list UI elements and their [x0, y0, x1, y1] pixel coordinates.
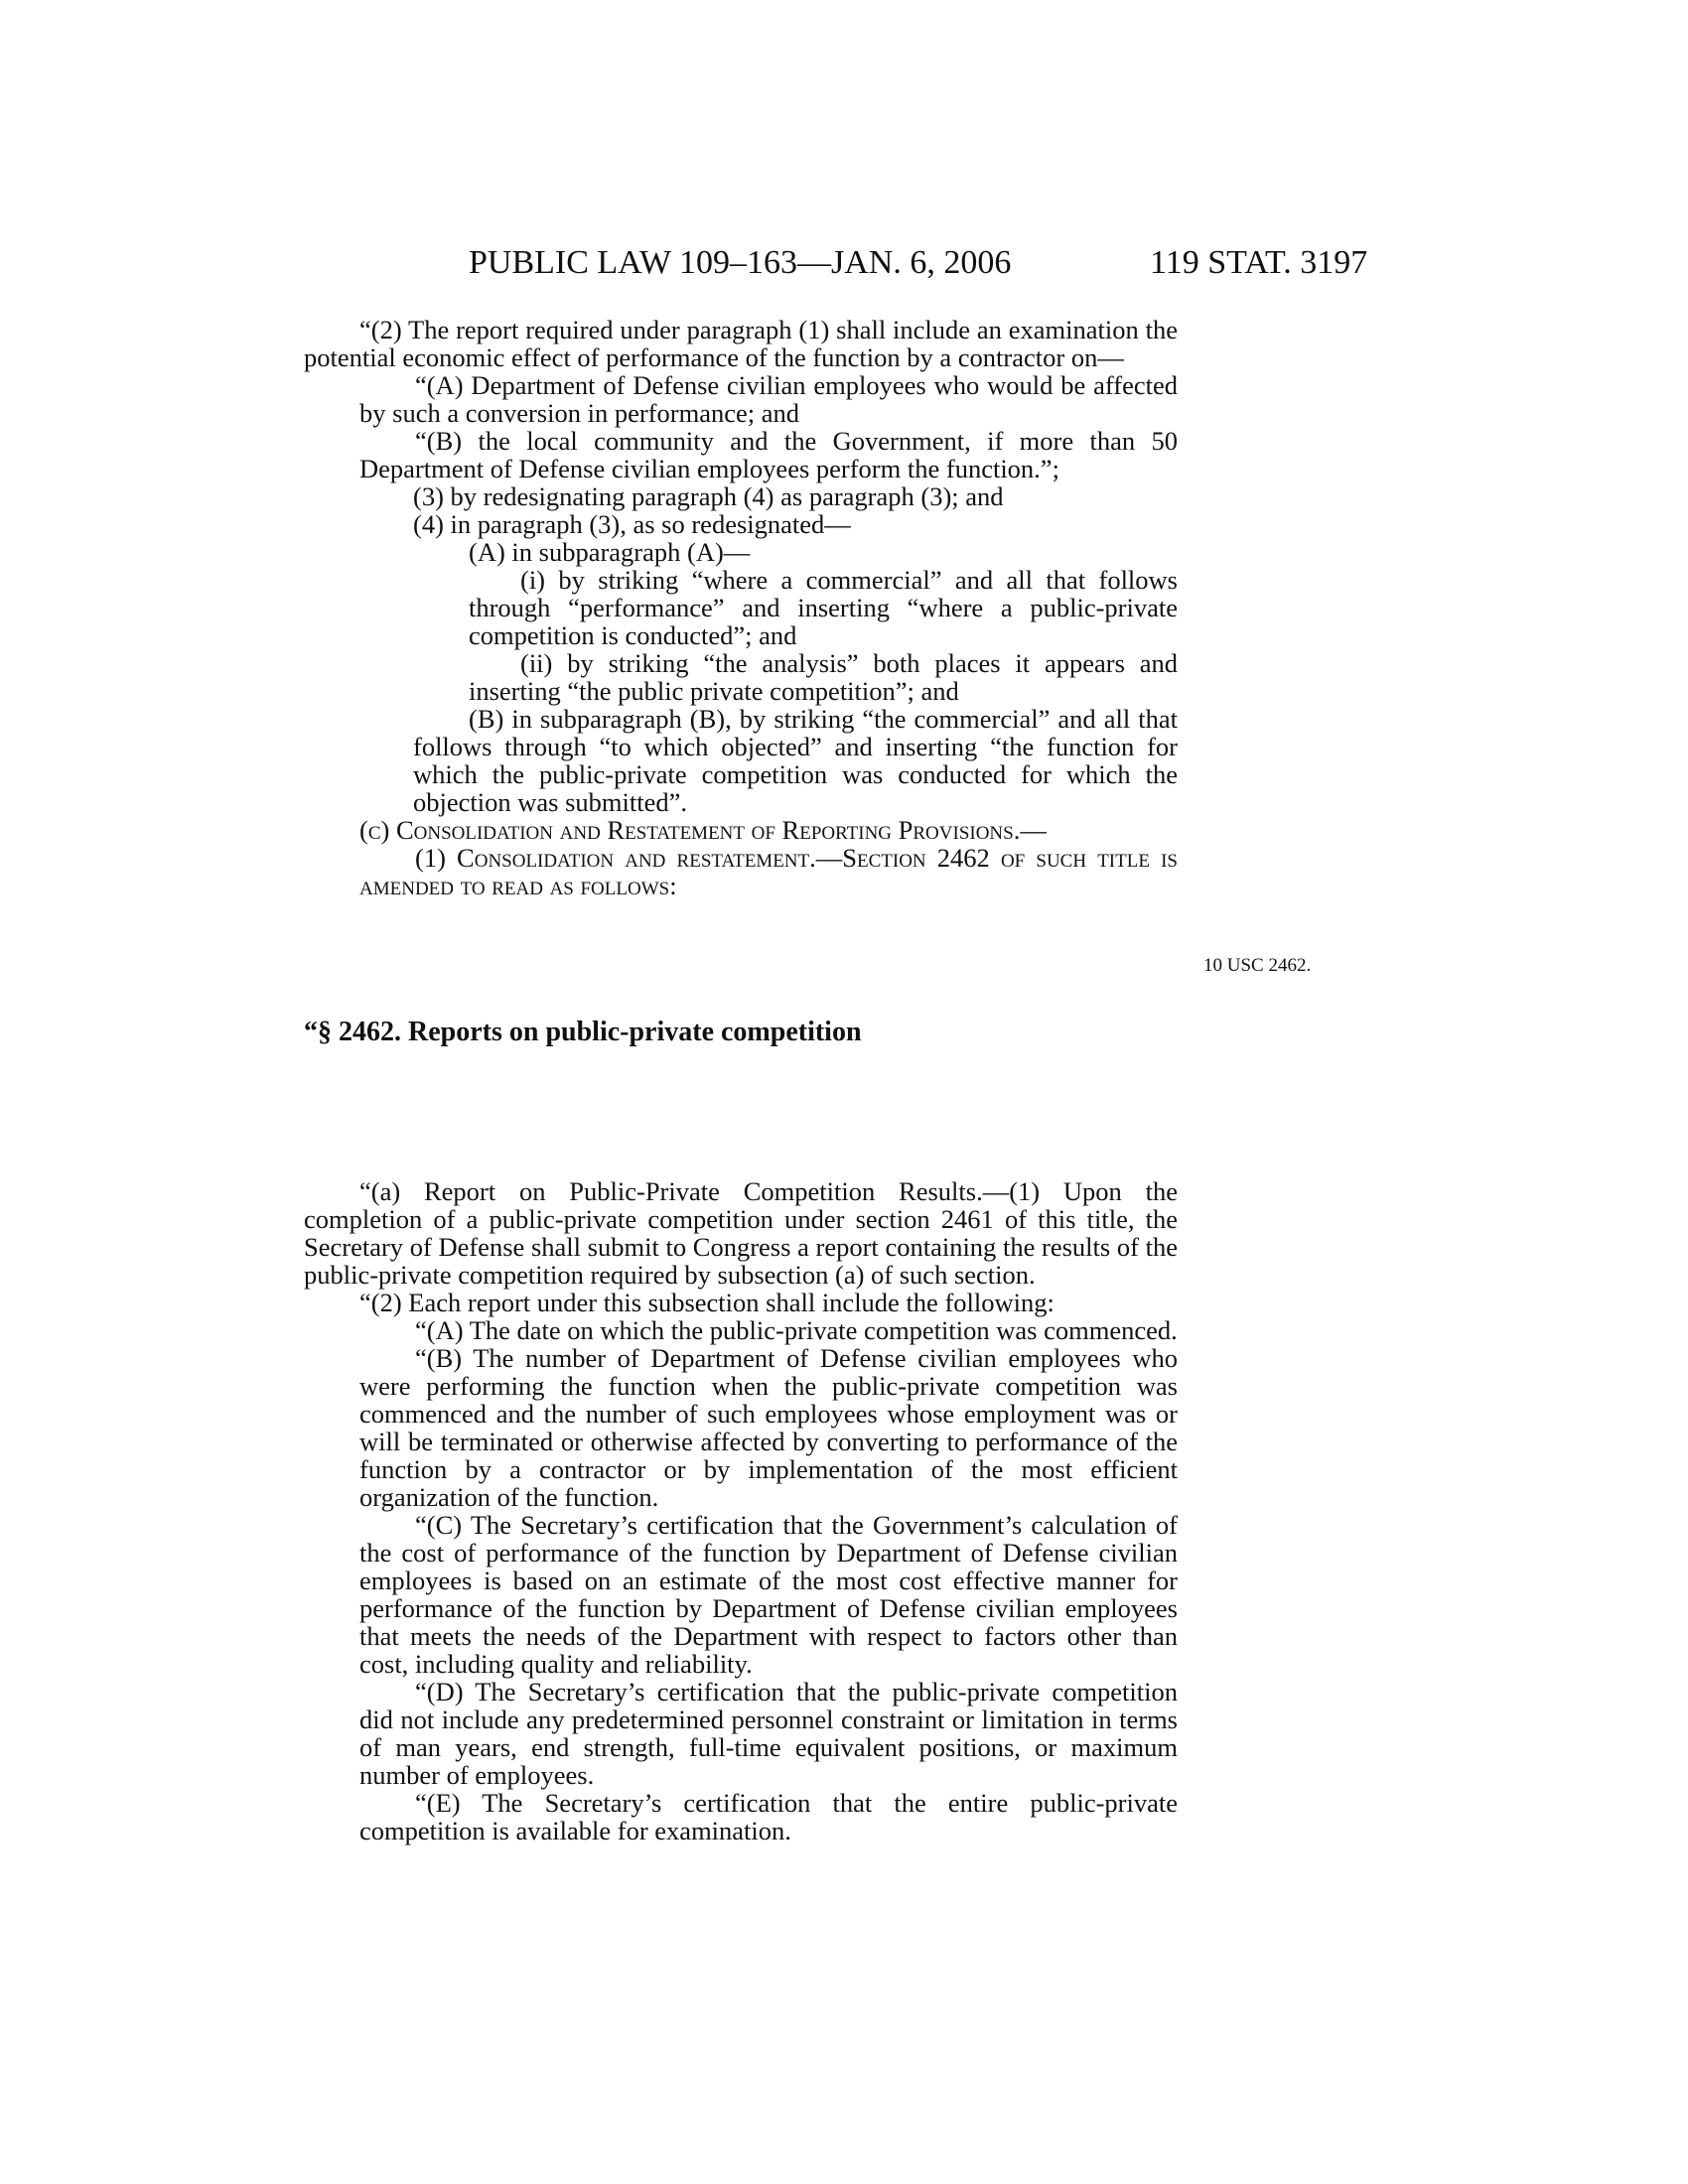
paragraph: “(2) Each report under this subsection shall include the following: [359, 1288, 1055, 1317]
running-header-title: PUBLIC LAW 109–163—JAN. 6, 2006 [469, 244, 1012, 281]
margin-note-citation: 10 USC 2462. [1203, 955, 1312, 976]
paragraph: “(E) The Secretary’s certification that the entire public-private competition is available for examination. [359, 1788, 1178, 1845]
section-heading: “§ 2462. Reports on public-private competition [304, 1017, 862, 1047]
paragraph: “(D) The Secretary’s certification that the public-private competition did not include any predetermined personnel constraint or limitation in terms of man years, end strength, full-time equivalent positions, or maximum number of employees. [359, 1677, 1178, 1790]
paragraph: (4) in paragraph (3), as so redesignated— [413, 509, 851, 539]
running-header-page-number: 119 STAT. 3197 [1150, 244, 1368, 281]
paragraph: “(A) The date on which the public-private competition was commenced. [415, 1315, 1178, 1345]
subsection-heading: (c) Consolidation and Restatement of Reporting Provisions.— [359, 815, 1047, 845]
paragraph: “(B) the local community and the Government, if more than 50 Department of Defense civilian employees perform the function.”; [359, 426, 1178, 483]
paragraph: (i) by striking “where a commercial” and all that follows through “performance” and inserting “where a public-private competition is conducted”; and [469, 565, 1178, 650]
paragraph: (B) in subparagraph (B), by striking “the commercial” and all that follows through “to which objected” and inserting “the function for which the public-private competition was conducted for which the objection was submitted”. [413, 704, 1178, 817]
paragraph: (3) by redesignating paragraph (4) as paragraph (3); and [413, 481, 1004, 511]
text-block-section-2462 [304, 1177, 1178, 1844]
paragraph: “(2) The report required under paragraph (1) shall include an examination the potential economic effect of performance of the function by a contractor on— [304, 315, 1178, 372]
paragraph: (A) in subparagraph (A)— [469, 537, 751, 567]
paragraph: “(B) The number of Department of Defense civilian employees who were performing the function when the public-private competition was commenced and the number of such employees whose employment was or will be terminated or otherwise affected by converting to performance of the function by a contractor or by implementation of the most efficient organization of the function. [359, 1343, 1178, 1512]
paragraph: “(a) Report on Public-Private Competition Results.—(1) Upon the completion of a public-private competition under section 2461 of this title, the Secretary of Defense shall submit to Congress a report containing the results of the public-private competition required by subsection (a) of such section. [304, 1176, 1178, 1290]
text-block-amendments [304, 316, 1178, 899]
paragraph: “(C) The Secretary’s certification that the Government’s calculation of the cost of performance of the function by Department of Defense civilian employees is based on an estimate of the most cost effective manner for performance of the function by Department of Defense civilian employees that meets the needs of the Department with respect to factors other than cost, including quality and reliability. [359, 1510, 1178, 1679]
paragraph: (ii) by striking “the analysis” both places it appears and inserting “the public private competition”; and [469, 648, 1178, 706]
paragraph: (1) Consolidation and restatement.—Section 2462 of such title is amended to read as follows: [359, 843, 1178, 900]
paragraph: “(A) Department of Defense civilian employees who would be affected by such a conversion in performance; and [359, 370, 1178, 428]
